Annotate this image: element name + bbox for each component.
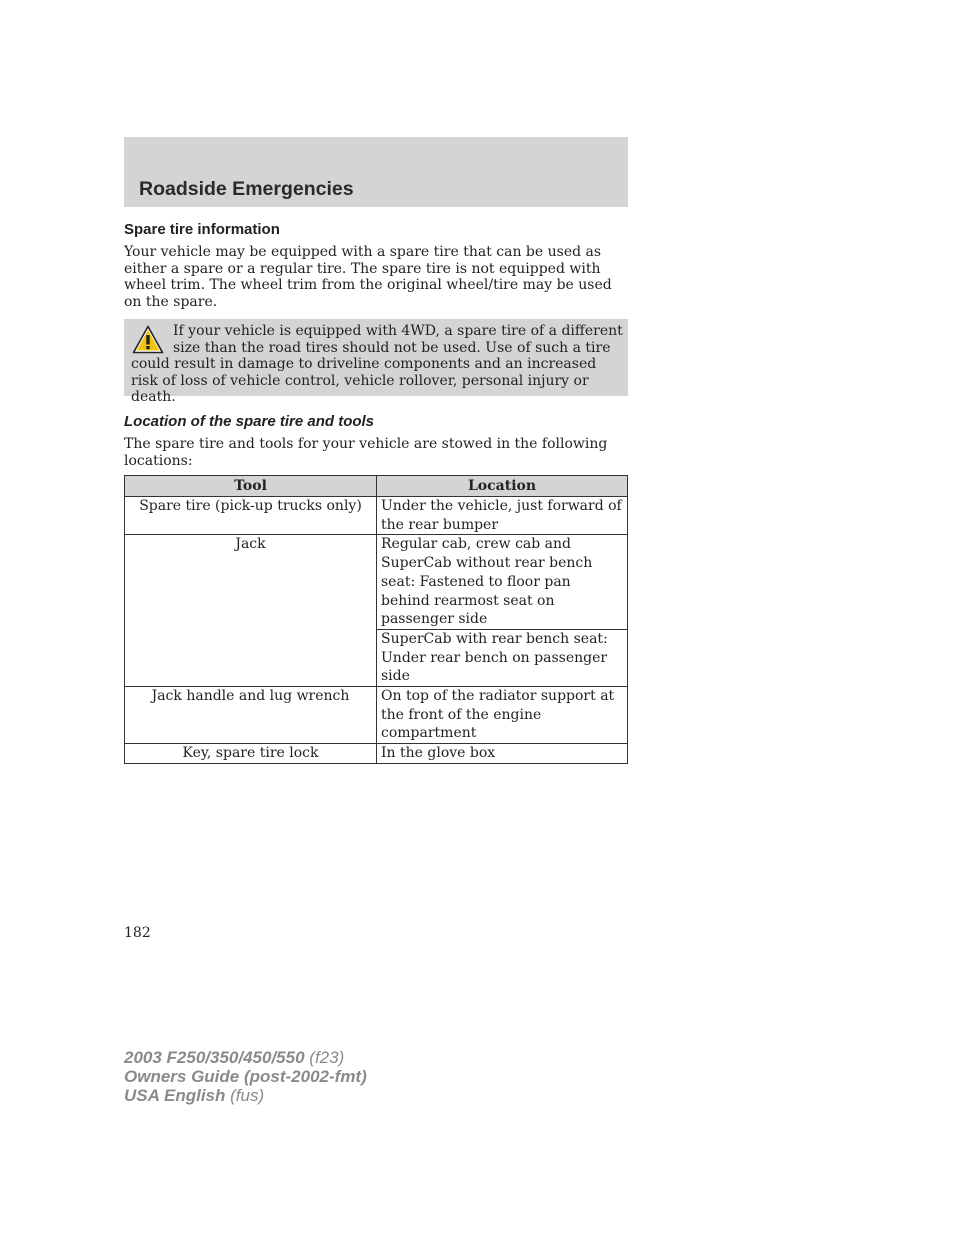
table-header-row xyxy=(125,476,628,497)
tools-location-table xyxy=(124,475,628,764)
column-header-location: Location xyxy=(377,476,628,497)
warning-text: If your vehicle is equipped with 4WD, a spare tire of a different size than the road tires should not be used. Use of such a tire could result in damage to driveline components and an increased risk of loss of vehicle control, vehicle rollover, personal injury or death. xyxy=(131,323,623,405)
chapter-title: Roadside Emergencies xyxy=(139,178,354,200)
location-cell: SuperCab with rear bench seat: Under rear bench on passenger side xyxy=(377,629,628,686)
footer-line-language xyxy=(124,1086,367,1105)
location-cell: On top of the radiator support at the front of the engine compartment xyxy=(377,687,628,744)
warning-text-block xyxy=(131,323,623,406)
tool-cell: Key, spare tire lock xyxy=(125,744,377,764)
tool-cell: Jack xyxy=(125,535,377,687)
warning-box xyxy=(124,319,628,405)
table-row xyxy=(125,744,628,764)
table-row xyxy=(125,497,628,535)
column-header-tool: Tool xyxy=(125,476,377,497)
location-cell: Under the vehicle, just forward of the rear bumper xyxy=(377,497,628,535)
footer-language: USA English xyxy=(124,1086,226,1105)
spare-tire-paragraph: Your vehicle may be equipped with a spare tire that can be used as either a spare or a regular tire. The spare tire is not equipped with wheel trim. The wheel trim from the original wheel/tire may be used on the spare. xyxy=(124,244,612,310)
section-header-band xyxy=(124,137,628,207)
spare-tire-heading: Spare tire information xyxy=(124,221,280,238)
table-row xyxy=(125,687,628,744)
spare-location-heading: Location of the spare tire and tools xyxy=(124,413,375,430)
footer-language-code: (fus) xyxy=(230,1086,265,1105)
footer-model: 2003 F250/350/450/550 xyxy=(124,1048,305,1067)
spare-location-paragraph: The spare tire and tools for your vehicle are stowed in the following locations: xyxy=(124,436,608,469)
document-footer xyxy=(124,1048,367,1105)
footer-model-code: (f23) xyxy=(309,1048,345,1067)
footer-line-guide xyxy=(124,1067,367,1086)
tool-cell: Spare tire (pick-up trucks only) xyxy=(125,497,377,535)
tool-cell: Jack handle and lug wrench xyxy=(125,687,377,744)
location-cell: In the glove box xyxy=(377,744,628,764)
footer-line-model xyxy=(124,1048,367,1067)
location-cell: Regular cab, crew cab and SuperCab without rear bench seat: Fastened to floor pan behind rearmost seat on passenger side xyxy=(377,535,628,630)
page-number: 182 xyxy=(124,925,151,941)
footer-guide: Owners Guide (post-2002-fmt) xyxy=(124,1067,367,1086)
table-row xyxy=(125,535,628,630)
